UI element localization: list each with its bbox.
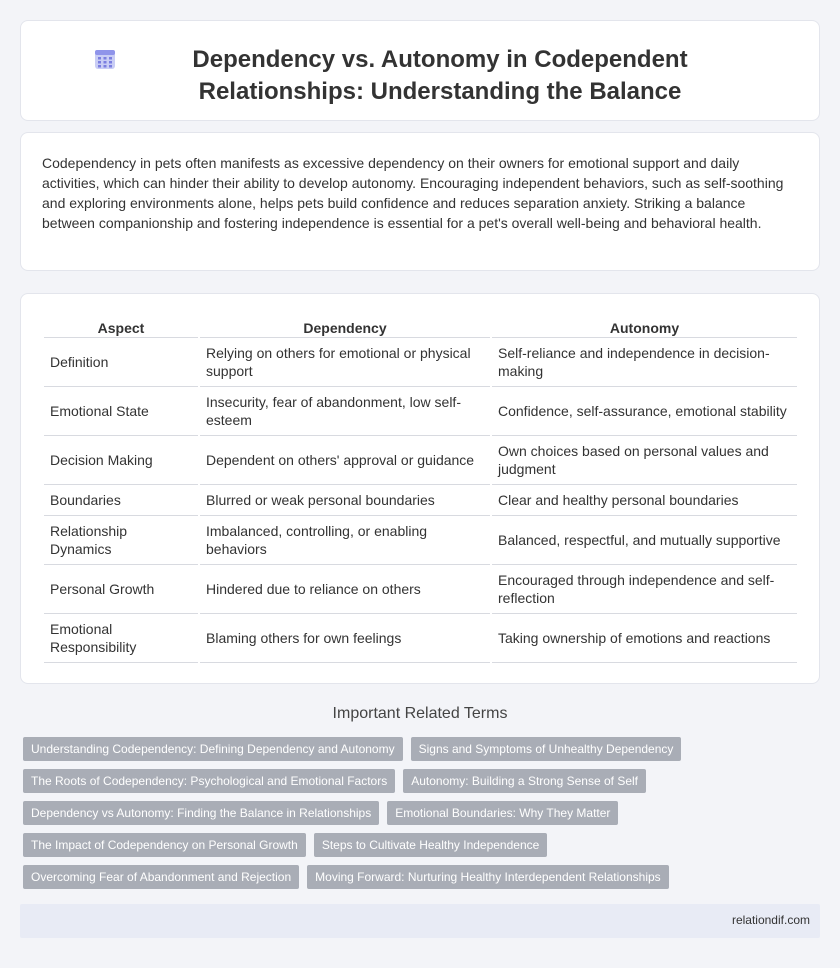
- related-term-tag[interactable]: Understanding Codependency: Defining Dependency and Autonomy: [23, 737, 403, 761]
- related-terms-list: [23, 737, 723, 897]
- table-cell: Clear and healthy personal boundaries: [492, 485, 797, 516]
- table-cell: Confidence, self-assurance, emotional stability: [492, 387, 797, 436]
- table-cell: Relationship Dynamics: [44, 516, 198, 565]
- related-term-tag[interactable]: Autonomy: Building a Strong Sense of Self: [403, 769, 646, 793]
- table-row: [44, 485, 797, 516]
- header-card: [20, 20, 820, 121]
- column-header-aspect: Aspect: [44, 314, 198, 338]
- table-cell: Relying on others for emotional or physical support: [200, 338, 490, 387]
- table-cell: Hindered due to reliance on others: [200, 565, 490, 614]
- column-header-dependency: Dependency: [200, 314, 490, 338]
- related-term-tag[interactable]: The Roots of Codependency: Psychological and Emotional Factors: [23, 769, 395, 793]
- table-cell: Definition: [44, 338, 198, 387]
- table-row: [44, 338, 797, 387]
- table-cell: Emotional State: [44, 387, 198, 436]
- table-cell: Balanced, respectful, and mutually supportive: [492, 516, 797, 565]
- table-cell: Dependent on others' approval or guidance: [200, 436, 490, 485]
- related-term-tag[interactable]: Emotional Boundaries: Why They Matter: [387, 801, 618, 825]
- table-cell: Boundaries: [44, 485, 198, 516]
- table-cell: Blurred or weak personal boundaries: [200, 485, 490, 516]
- page-title: Dependency vs. Autonomy in Codependent Relationships: Understanding the Balance: [192, 46, 688, 105]
- table-cell: Taking ownership of emotions and reactions: [492, 614, 797, 663]
- related-term-tag[interactable]: Dependency vs Autonomy: Finding the Balance in Relationships: [23, 801, 379, 825]
- table-cell: Own choices based on personal values and judgment: [492, 436, 797, 485]
- table-row: [44, 387, 797, 436]
- site-name[interactable]: relationdif.com: [731, 913, 810, 927]
- related-term-tag[interactable]: Moving Forward: Nurturing Healthy Interdependent Relationships: [307, 865, 669, 889]
- related-term-tag[interactable]: Overcoming Fear of Abandonment and Rejection: [23, 865, 299, 889]
- comparison-table: [42, 314, 799, 663]
- intro-paragraph: Codependency in pets often manifests as excessive dependency on their owners for emotional support and daily activities, which can hinder their ability to develop autonomy. Encouraging independent behaviors, such as self-soothing and exploring environments alone, helps pets build confidence and reduces separation anxiety. Striking a balance between companionship and fostering independence is essential for a pet's overall well-being and behavioral health.: [42, 155, 784, 231]
- footer: [20, 904, 820, 938]
- table-cell: Self-reliance and independence in decision-making: [492, 338, 797, 387]
- table-row: [44, 516, 797, 565]
- table-row: [44, 436, 797, 485]
- related-term-tag[interactable]: Steps to Cultivate Healthy Independence: [314, 833, 547, 857]
- intro-card: [20, 132, 820, 271]
- related-term-tag[interactable]: The Impact of Codependency on Personal Growth: [23, 833, 306, 857]
- table-cell: Encouraged through independence and self-reflection: [492, 565, 797, 614]
- comparison-card: [20, 293, 820, 684]
- table-row: [44, 614, 797, 663]
- table-cell: Emotional Responsibility: [44, 614, 198, 663]
- related-term-tag[interactable]: Signs and Symptoms of Unhealthy Dependency: [411, 737, 682, 761]
- table-row: [44, 565, 797, 614]
- column-header-autonomy: Autonomy: [492, 314, 797, 338]
- table-cell: Imbalanced, controlling, or enabling behaviors: [200, 516, 490, 565]
- table-cell: Insecurity, fear of abandonment, low self-esteem: [200, 387, 490, 436]
- table-cell: Blaming others for own feelings: [200, 614, 490, 663]
- related-terms-heading: Important Related Terms: [332, 705, 508, 722]
- table-cell: Decision Making: [44, 436, 198, 485]
- table-cell: Personal Growth: [44, 565, 198, 614]
